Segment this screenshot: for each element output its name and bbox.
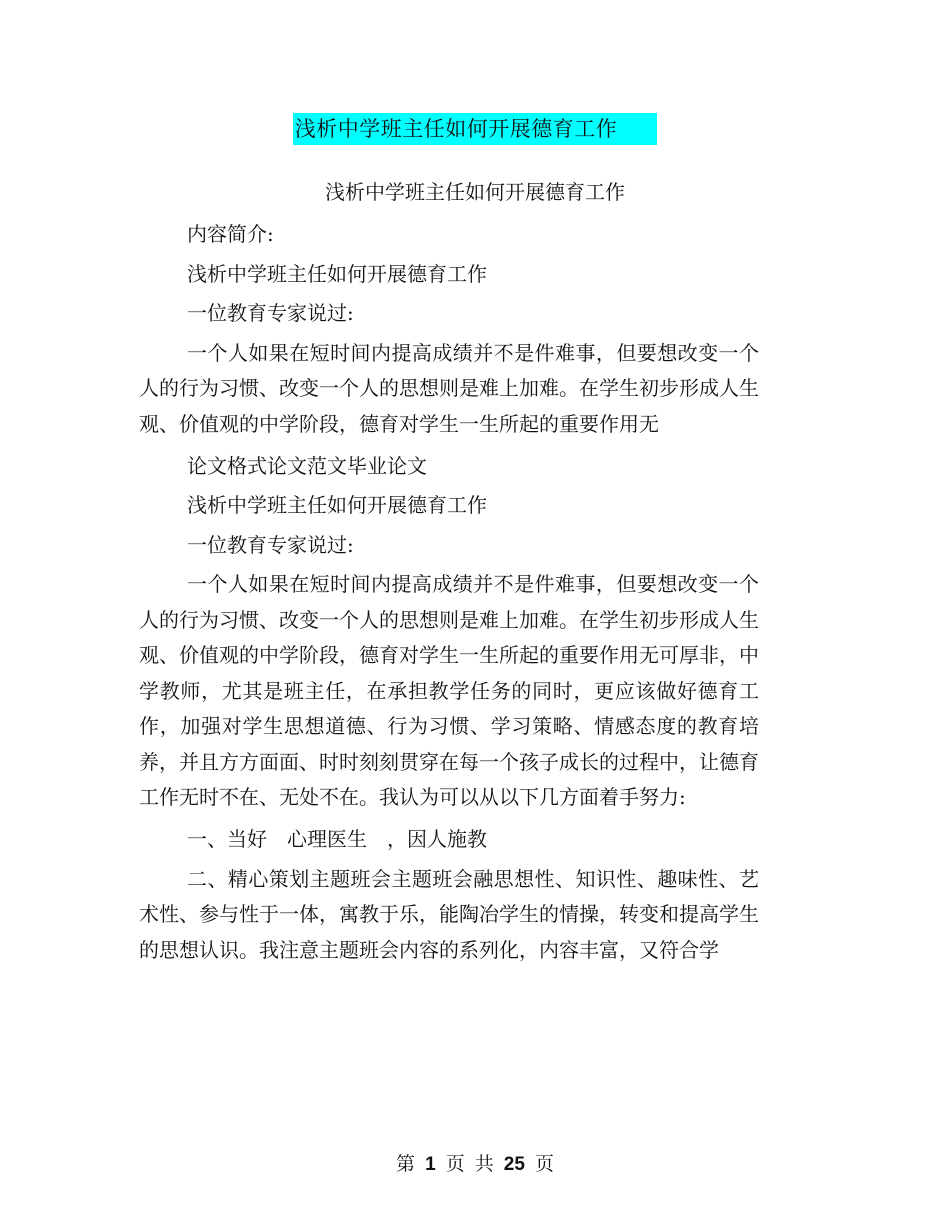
page-footer [0, 1150, 950, 1179]
document-title: 浅析中学班主任如何开展德育工作 [293, 113, 658, 145]
paragraph-main-body: 一个人如果在短时间内提高成绩并不是件难事，但要想改变一个人的行为习惯、改变一个人的思想则是难上加难。在学生初步形成人生观、价值观的中学阶段，德育对学生一生所起的重要作用无可厚非，中学教师，尤其是班主任，在承担教学任务的同时，更应该做好德育工作，加强对学生思想道德、行为习惯、学习策略、情感态度的教育培养，并且方方面面、时时刻刻贯穿在每一个孩子成长的过程中，让德育工作无时不在、无处不在。我认为可以从以下几方面着手努力: [139, 572, 759, 809]
footer-middle: 页 共 [445, 1153, 494, 1175]
footer-prefix: 第 [396, 1153, 416, 1175]
footer-total-pages: 25 [503, 1154, 525, 1175]
paragraph-article-title: 浅析中学班主任如何开展德育工作 [187, 493, 487, 517]
document-body [139, 217, 759, 975]
footer-page-number: 1 [425, 1154, 436, 1175]
paragraph-tags: 论文格式论文范文毕业论文 [187, 453, 427, 478]
paragraph-summary: 一个人如果在短时间内提高成绩并不是件难事，但要想改变一个人的行为习惯、改变一个人的思想则是难上加难。在学生初步形成人生观、价值观的中学阶段，德育对学生一生所起的重要作用无 [139, 340, 759, 436]
paragraph-expert-said: 一位教育专家说过: [187, 301, 354, 325]
paragraph-section-two: 二、精心策划主题班会主题班会融思想性、知识性、趣味性、艺术性、参与性于一体，寓教于乐，能陶冶学生的情操，转变和提高学生的思想认识。我注意主题班会内容的系列化，内容丰富，又符合学 [139, 866, 759, 962]
footer-suffix: 页 [534, 1153, 554, 1175]
title-container [0, 113, 950, 145]
paragraph-intro-title: 浅析中学班主任如何开展德育工作 [187, 261, 487, 286]
paragraph-expert-said-2: 一位教育专家说过: [187, 532, 354, 557]
paragraph-section-one: 一、当好 心理医生 ，因人施教 [187, 827, 487, 851]
paragraph-intro-label: 内容简介: [187, 222, 274, 246]
document-subtitle: 浅析中学班主任如何开展德育工作 [325, 180, 625, 204]
